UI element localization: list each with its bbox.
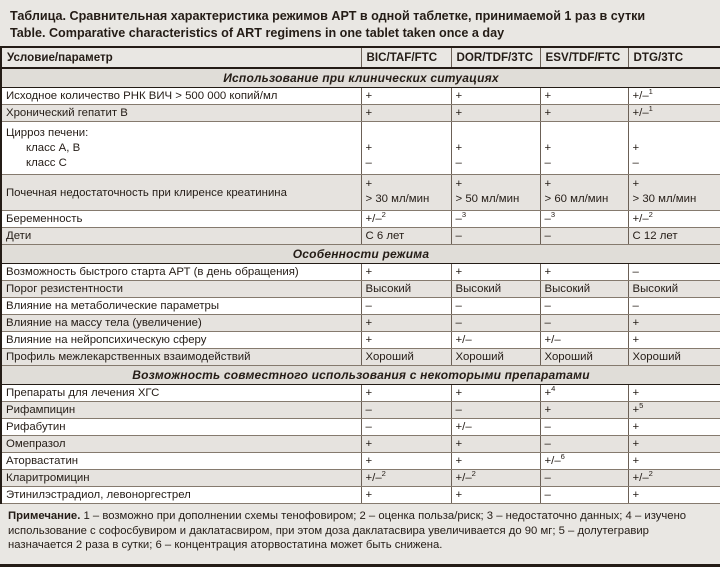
- cell-value: +: [540, 264, 628, 281]
- cell-value: +: [628, 487, 720, 504]
- row-label: Влияние на нейропсихическую сферу: [1, 332, 361, 349]
- row-label: [1, 122, 361, 175]
- cell-value: +: [361, 315, 451, 332]
- cell-value: +: [361, 453, 451, 470]
- title-russian: Таблица. Сравнительная характеристика режимов АРТ в одной таблетке, принимаемой 1 раз в сутки: [10, 9, 646, 23]
- cell-value: Хороший: [451, 349, 540, 366]
- section-header-clinical-situations: [1, 68, 720, 88]
- section-header-drug-combinations: [1, 366, 720, 385]
- table-row: [1, 487, 720, 504]
- cell-value: +: [628, 453, 720, 470]
- row-label: Профиль межлекарственных взаимодействий: [1, 349, 361, 366]
- title-english: Table. Comparative characteristics of ART regimens in one tablet taken once a day: [10, 26, 505, 40]
- cell-value: –: [451, 315, 540, 332]
- cell-value: +: [361, 385, 451, 402]
- cell-value: +: [451, 436, 540, 453]
- cell-value: +/–$^2$: [451, 470, 540, 487]
- cell-value: –: [451, 228, 540, 245]
- cell-value: –$^3$: [540, 211, 628, 228]
- col-header-dtg-3tc: DTG/3TC: [628, 47, 720, 68]
- col-header-dor-tdf-3tc: DOR/TDF/3TC: [451, 47, 540, 68]
- row-label: Рифабутин: [1, 419, 361, 436]
- figure-title: [0, 0, 720, 46]
- section-title: Возможность совместного использования с некоторыми препаратами: [1, 366, 720, 385]
- cell-value: +: [540, 88, 628, 105]
- cell-value: +/–$^1$: [628, 105, 720, 122]
- cell-value: –: [540, 228, 628, 245]
- cell-value: + –: [451, 122, 540, 175]
- cell-value: Хороший: [361, 349, 451, 366]
- table-row: [1, 281, 720, 298]
- cell-value: +: [628, 436, 720, 453]
- cell-value: –: [540, 436, 628, 453]
- cell-value: +$^4$: [540, 385, 628, 402]
- row-label: Аторвастатин: [1, 453, 361, 470]
- cell-value: + –: [361, 122, 451, 175]
- cell-value: +: [628, 332, 720, 349]
- table-row: [1, 228, 720, 245]
- row-label: Хронический гепатит В: [1, 105, 361, 122]
- cell-value: +: [361, 88, 451, 105]
- cell-value: +$^5$: [628, 402, 720, 419]
- col-header-parameter: Условие/параметр: [1, 47, 361, 68]
- cell-value: +/–$^6$: [540, 453, 628, 470]
- table-row: [1, 264, 720, 281]
- cell-value: +: [451, 264, 540, 281]
- cell-value: –: [540, 470, 628, 487]
- table-row: [1, 315, 720, 332]
- row-label-sub-a: класс А, В: [26, 141, 81, 154]
- cell-value: –: [361, 402, 451, 419]
- cell-value: Хороший: [540, 349, 628, 366]
- cell-value: +/–: [451, 332, 540, 349]
- cell-value: +: [361, 487, 451, 504]
- cell-value: С 6 лет: [361, 228, 451, 245]
- table-row: [1, 88, 720, 105]
- table-row-cirrhosis: [1, 122, 720, 175]
- cell-value: +: [628, 419, 720, 436]
- cell-value: –: [451, 402, 540, 419]
- cell-value: +/–$^2$: [361, 211, 451, 228]
- cell-value: +: [451, 385, 540, 402]
- cell-value: + > 50 мл/мин: [451, 175, 540, 211]
- cell-value: +: [361, 105, 451, 122]
- table-header-row: [1, 47, 720, 68]
- footnote-text: 1 – возможно при дополнении схемы тенофовиром; 2 – оценка польза/риск; 3 – недостаточно данных; 4 – изучено использование с софосбувиром и даклатасвиром, при этом доза даклатасвира увеличивается до 90 мг; 5 – долутегравир назначается 2 раза в сутки; 6 – концентрация аторвостатина может быть снижена.: [8, 510, 687, 552]
- row-label: Влияние на метаболические параметры: [1, 298, 361, 315]
- cell-value: +/–$^2$: [628, 211, 720, 228]
- cell-value: –: [540, 315, 628, 332]
- row-label: Этинилэстрадиол, левоноргестрел: [1, 487, 361, 504]
- row-label: Исходное количество РНК ВИЧ > 500 000 копий/мл: [1, 88, 361, 105]
- cell-value: +: [451, 453, 540, 470]
- row-label: Влияние на массу тела (увеличение): [1, 315, 361, 332]
- footnote-label: Примечание.: [8, 510, 81, 522]
- row-label-main: Цирроз печени:: [6, 126, 89, 139]
- row-label-sub-b: класс С: [26, 156, 67, 169]
- cell-value: +: [451, 105, 540, 122]
- comparison-table: [0, 46, 720, 504]
- row-label: Препараты для лечения ХГС: [1, 385, 361, 402]
- row-label: Рифампицин: [1, 402, 361, 419]
- cell-value: + –: [628, 122, 720, 175]
- cell-value: +: [361, 332, 451, 349]
- cell-value: –: [361, 298, 451, 315]
- section-title: Использование при клинических ситуациях: [1, 68, 720, 88]
- cell-value: –: [628, 264, 720, 281]
- row-label: Дети: [1, 228, 361, 245]
- cell-value: –: [451, 298, 540, 315]
- table-row: [1, 385, 720, 402]
- section-title: Особенности режима: [1, 245, 720, 264]
- cell-value: +/–: [540, 332, 628, 349]
- cell-value: С 12 лет: [628, 228, 720, 245]
- cell-value: + > 60 мл/мин: [540, 175, 628, 211]
- row-label: Беременность: [1, 211, 361, 228]
- section-header-regimen-features: [1, 245, 720, 264]
- cell-value: +: [451, 487, 540, 504]
- cell-value: Высокий: [628, 281, 720, 298]
- table-row: [1, 332, 720, 349]
- cell-value: Высокий: [361, 281, 451, 298]
- cell-value: + –: [540, 122, 628, 175]
- col-header-esv-tdf-ftc: ESV/TDF/FTC: [540, 47, 628, 68]
- cell-value: +: [628, 385, 720, 402]
- row-label: Омепразол: [1, 436, 361, 453]
- cell-value: –: [361, 419, 451, 436]
- cell-value: –: [540, 298, 628, 315]
- cell-value: Хороший: [628, 349, 720, 366]
- cell-value: –: [540, 487, 628, 504]
- cell-value: –: [628, 298, 720, 315]
- cell-value: +: [361, 264, 451, 281]
- cell-value: +/–$^1$: [628, 88, 720, 105]
- cell-value: –$^3$: [451, 211, 540, 228]
- table-row: [1, 436, 720, 453]
- table-row: [1, 470, 720, 487]
- cell-value: +/–$^2$: [361, 470, 451, 487]
- cell-value: –: [540, 419, 628, 436]
- row-label: Кларитромицин: [1, 470, 361, 487]
- table-row: [1, 402, 720, 419]
- cell-value: +: [361, 436, 451, 453]
- cell-value: +: [628, 315, 720, 332]
- cell-value: +: [540, 402, 628, 419]
- cell-value: Высокий: [540, 281, 628, 298]
- cell-value: +/–$^2$: [628, 470, 720, 487]
- cell-value: +: [540, 105, 628, 122]
- col-header-bic-taf-ftc: BIC/TAF/FTC: [361, 47, 451, 68]
- cell-value: Высокий: [451, 281, 540, 298]
- cell-value: +: [451, 88, 540, 105]
- table-row: [1, 349, 720, 366]
- cell-value: + > 30 мл/мин: [628, 175, 720, 211]
- row-label: Порог резистентности: [1, 281, 361, 298]
- table-row-renal: [1, 175, 720, 211]
- table-footnote: [0, 504, 720, 567]
- table-row: [1, 105, 720, 122]
- table-row: [1, 453, 720, 470]
- table-row: [1, 419, 720, 436]
- cell-value: +/–: [451, 419, 540, 436]
- row-label: Почечная недостаточность при клиренсе креатинина: [1, 175, 361, 211]
- row-label: Возможность быстрого старта АРТ (в день обращения): [1, 264, 361, 281]
- cell-value: + > 30 мл/мин: [361, 175, 451, 211]
- table-row: [1, 211, 720, 228]
- table-row: [1, 298, 720, 315]
